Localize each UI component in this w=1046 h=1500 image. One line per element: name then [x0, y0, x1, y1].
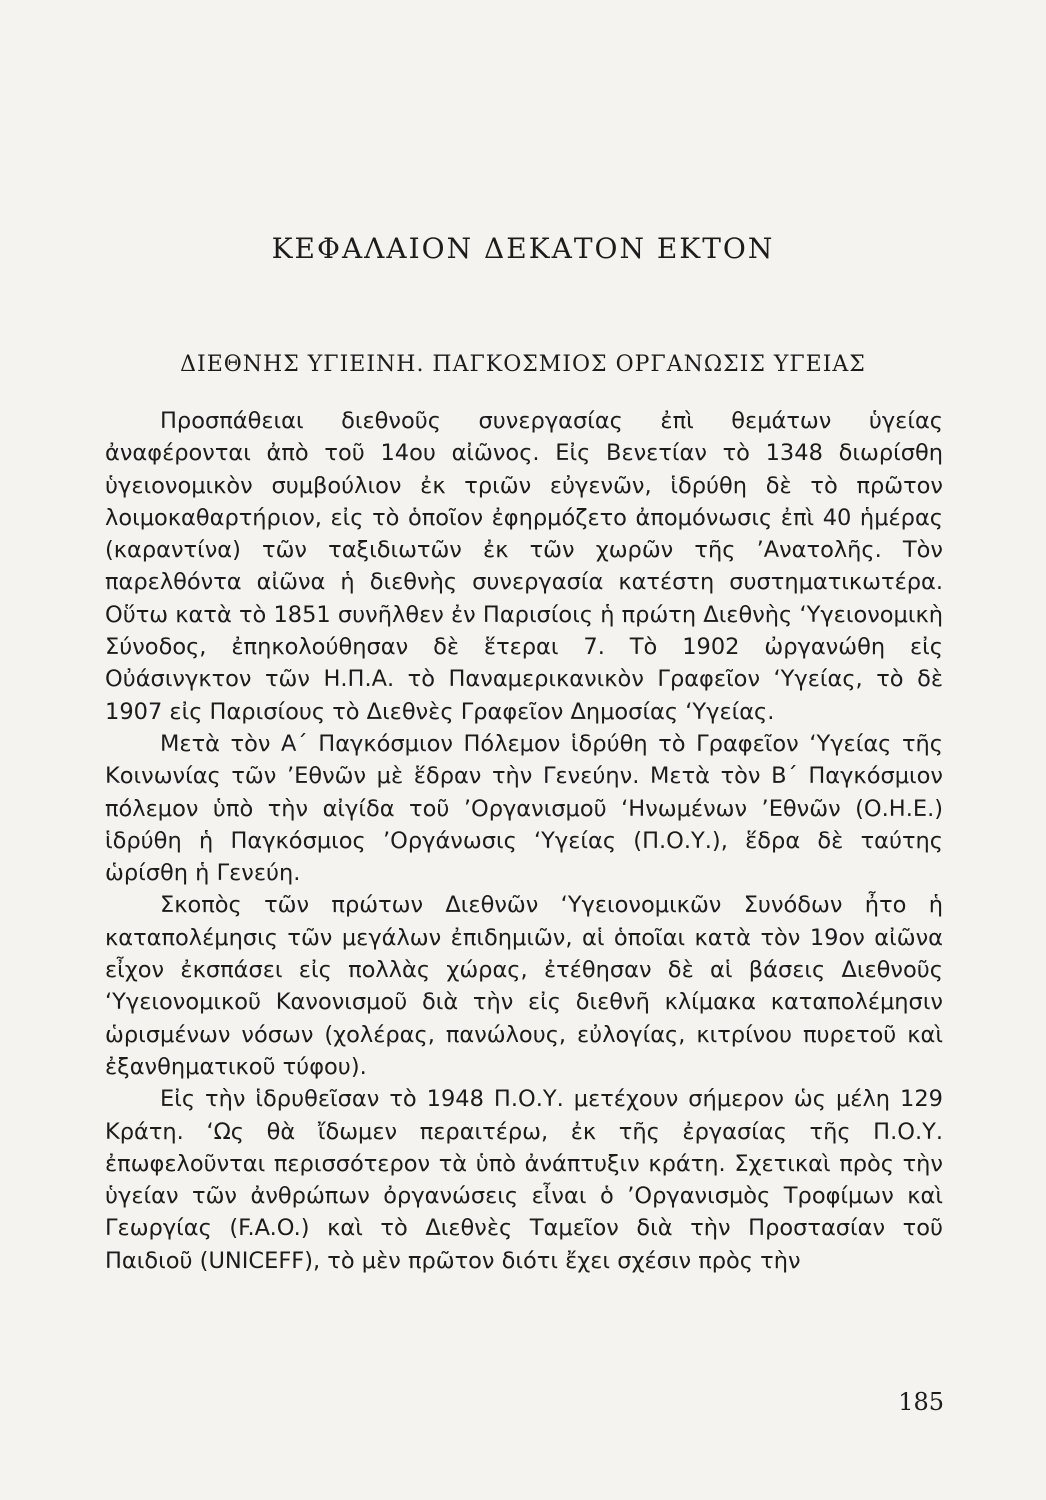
paragraph: Εἰς τὴν ἱδρυθεῖσαν τὸ 1948 Π.Ο.Υ. μετέχουν σήμερον ὡς μέλη 129 Κράτη. ‘Ως θὰ ἴδωμεν περαιτέρω, ἐκ τῆς ἐργασίας τῆς Π.Ο.Υ. ἐπωφελοῦνται περισσότερον τὰ ὑπὸ ἀνάπτυξιν κράτη. Σχετικαὶ πρὸς τὴν ὑγείαν τῶν ἀνθρώπων ὀργανώσεις εἶναι ὁ ’Οργανισμὸς Τροφίμων καὶ Γεωργίας (F.A.O.) καὶ τὸ Διεθνὲς Ταμεῖον διὰ τὴν Προστασίαν τοῦ Παιδιοῦ (UNICEFF), τὸ μὲν πρῶτον διότι ἔχει σχέσιν πρὸς τὴν [105, 1086, 943, 1274]
paragraph: Μετὰ τὸν Α΄ Παγκόσμιον Πόλεμον ἱδρύθη τὸ Γραφεῖον ‘Υγείας τῆς Κοινωνίας τῶν ’Εθνῶν μὲ ἕδραν τὴν Γενεύην. Μετὰ τὸν Β΄ Παγκόσμιον πόλεμον ὑπὸ τὴν αἰγίδα τοῦ ’Οργανισμοῦ ‘Ηνωμένων ’Εθνῶν (Ο.Η.Ε.) ἱδρύθη ἡ Παγκόσμιος ’Οργάνωσις ‘Υγείας (Π.Ο.Υ.), ἕδρα δὲ ταύτης ὡρίσθη ἡ Γενεύη. [105, 730, 943, 887]
body-text [105, 405, 943, 1277]
paragraph: Σκοπὸς τῶν πρώτων Διεθνῶν ‘Υγειονομικῶν Συνόδων ἦτο ἡ καταπολέμησις τῶν μεγάλων ἐπιδημιῶν, αἱ ὁποῖαι κατὰ τὸν 19ον αἰῶνα εἶχον ἐκσπάσει εἰς πολλὰς χώρας, ἐτέθησαν δὲ αἱ βάσεις Διεθνοῦς ‘Υγειονομικοῦ Κανονισμοῦ διὰ τὴν εἰς διεθνῆ κλίμακα καταπολέμησιν ὡρισμένων νόσων (χολέρας, πανώλους, εὐλογίας, κιτρίνου πυρετοῦ καὶ ἐξανθηματικοῦ τύφου). [105, 892, 943, 1080]
chapter-title: ΚΕΦΑΛΑΙΟΝ ΔΕΚΑΤΟΝ ΕΚΤΟΝ [271, 232, 775, 265]
page-number: 185 [898, 1388, 944, 1416]
paragraph: Προσπάθειαι διεθνοῦς συνεργασίας ἐπὶ θεμάτων ὑγείας ἀναφέρονται ἀπὸ τοῦ 14ου αἰῶνος. Εἰς Βενετίαν τὸ 1348 διωρίσθη ὑγειονομικὸν συμβούλιον ἐκ τριῶν εὐγενῶν, ἱδρύθη δὲ τὸ πρῶτον λοιμοκαθαρτήριον, εἰς τὸ ὁποῖον ἐφηρμόζετο ἀπομόνωσις ἐπὶ 40 ἡμέρας (καραντίνα) τῶν ταξιδιωτῶν ἐκ τῶν χωρῶν τῆς ’Ανατολῆς. Τὸν παρελθόντα αἰῶνα ἡ διεθνὴς συνεργασία κατέστη συστηματικωτέρα. Οὕτω κατὰ τὸ 1851 συνῆλθεν ἐν Παρισίοις ἡ πρώτη Διεθνὴς ‘Υγειονομικὴ Σύνοδος, ἐπηκολούθησαν δὲ ἕτεραι 7. Τὸ 1902 ὠργανώθη εἰς Οὐάσινγκτον τῶν Η.Π.Α. τὸ Παναμερικανικὸν Γραφεῖον ‘Υγείας, τὸ δὲ 1907 εἰς Παρισίους τὸ Διεθνὲς Γραφεῖον Δημοσίας ‘Υγείας. [105, 408, 943, 725]
section-title: ΔΙΕΘΝΗΣ ΥΓΙΕΙΝΗ. ΠΑΓΚΟΣΜΙΟΣ ΟΡΓΑΝΩΣΙΣ ΥΓΕΙΑΣ [180, 352, 866, 377]
